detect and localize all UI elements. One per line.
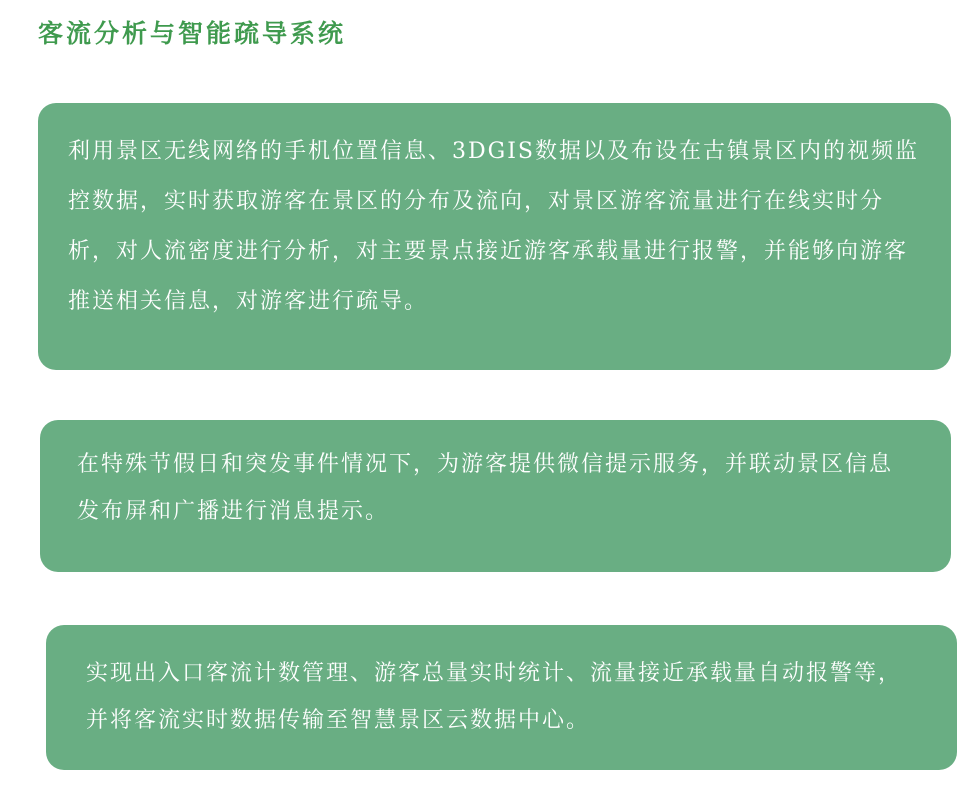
feature-card-passenger-flow-analysis [38, 103, 951, 370]
feature-card-text: 在特殊节假日和突发事件情况下，为游客提供微信提示服务，并联动景区信息发布屏和广播进行消息提示。 [77, 452, 894, 524]
feature-card-text: 实现出入口客流计数管理、游客总量实时统计、流量接近承载量自动报警等，并将客流实时数据传输至智慧景区云数据中心。 [86, 661, 903, 733]
feature-card-holiday-notification [40, 420, 951, 572]
feature-card-entrance-counting [46, 625, 957, 770]
feature-card-text: 利用景区无线网络的手机位置信息、3DGIS数据以及布设在古镇景区内的视频监控数据，实时获取游客在景区的分布及流向，对景区游客流量进行在线实时分析，对人流密度进行分析，对主要景点接近游客承载量进行报警，并能够向游客推送相关信息，对游客进行疏导。 [68, 139, 919, 314]
page-title: 客流分析与智能疏导系统 [38, 19, 347, 48]
